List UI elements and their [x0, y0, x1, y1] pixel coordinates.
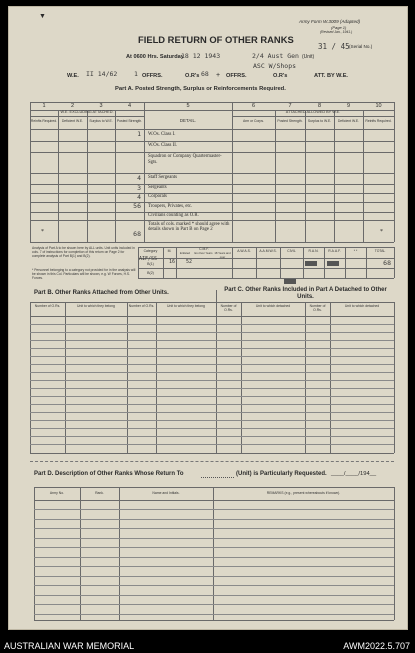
analysis-cmf-value: 52 — [185, 259, 192, 265]
unit-handwritten-2: ASC W/Shops — [253, 62, 297, 70]
part-d-blank-unit — [201, 477, 234, 478]
sub-header-reinfts-att: Reinfts Required. — [365, 119, 392, 123]
analysis-header-cmf: C.M.F. — [199, 247, 209, 251]
at-time-label: At 0600 Hrs. Saturday — [126, 54, 184, 60]
sub-header-surplus-att: Surplus to W.E. — [307, 119, 332, 123]
analysis-header-m: M. — [167, 249, 172, 253]
sub-header-deficient-att: Deficient W.E. — [337, 119, 360, 123]
row-posted-ptes: 56 — [133, 202, 141, 210]
part-d-header-name: Name and Initials. — [152, 491, 180, 495]
part-d-header-rank: Rank. — [95, 491, 104, 495]
col-num-3: 3 — [99, 103, 103, 109]
army-form-label: Army Form W.3009 (Adapted) — [299, 19, 361, 24]
col-num-2: 2 — [70, 103, 75, 109]
part-b-header-unit-1: Unit to which they belong — [77, 304, 115, 308]
redaction-ran — [305, 261, 317, 266]
part-d-header-army-no: Army No. — [49, 491, 65, 495]
ors2-label: O.R's — [273, 73, 288, 79]
part-b-header-unit-2: Unit to which they belong — [167, 304, 205, 308]
analysis-row-b1: B(1) — [147, 262, 154, 266]
sub-header-reinfts: Reinfts Required. — [30, 119, 58, 123]
col-num-6: 6 — [251, 103, 256, 109]
analysis-header-awas: A.W.A.S. — [237, 249, 251, 253]
col-num-7: 7 — [288, 103, 292, 109]
analysis-header-total: TOTAL — [374, 249, 386, 253]
row-posted-ssgt: 4 — [137, 174, 141, 182]
part-c-header-unit-2: Unit to which detached — [344, 304, 380, 308]
analysis-header-category: Category — [143, 249, 158, 253]
part-c-title: Part C. Other Ranks Included in Part A Detached to Other Units. — [224, 287, 387, 301]
plus-sign: + — [216, 72, 221, 79]
we-excl-header: W.E. EXCLUDING ATTACHED. — [60, 110, 114, 114]
revised-date: (Revised Jan., 1941.) — [320, 30, 353, 34]
row-detail-wo1: W.Os. Class I. — [148, 132, 176, 137]
analysis-note: Analysis of Part A to be shown here by ALL units. Unit units included in cols. 7 of instructions for completion of this return on Page 2 for complete analysis of Part B(1) and B(2). — [32, 246, 135, 258]
detail-header: DETAIL. — [179, 118, 197, 123]
part-c-header-num-2: Number of O.Rs. — [309, 304, 326, 312]
page-number: (Page 1) — [331, 25, 347, 30]
part-d-date: ____/____/194__ — [331, 471, 377, 477]
unit-handwritten-1: 2/4 Aust Gen — [252, 52, 299, 60]
part-b-header-num-2: Number of O.Rs. — [128, 304, 155, 308]
analysis-header-other: * * — [353, 249, 358, 253]
analysis-total-value: 68 — [383, 259, 391, 267]
row-detail-ptes: Troopers, Privates, etc. — [148, 204, 193, 209]
we-handwritten: II 14/62 — [86, 70, 118, 78]
col-num-9: 9 — [346, 103, 351, 109]
analysis-header-aamws: A.A.M.W.S. — [259, 249, 277, 253]
we-label: W.E. — [67, 73, 79, 79]
form-title: FIELD RETURN OF OTHER RANKS — [138, 34, 294, 45]
offrs2-label: OFFRS. — [226, 73, 247, 79]
row-posted-totals: 68 — [133, 230, 141, 238]
sub-header-deficient: Deficient W.E. — [61, 119, 84, 123]
analysis-note-2: * Personnel belonging to a category not provided for in the analysis will be shown in this Col. Particulars will be shown, e.g. W Forces, H.S. Forces. — [32, 268, 136, 280]
analysis-header-ran: R.A.N. — [308, 249, 319, 253]
row-detail-totals: Totals of cols. marked * should agree with details shown in Part B on Page 2 — [148, 222, 230, 233]
part-c-header-num-1: Number of O.Rs. — [220, 304, 237, 312]
row-detail-wo2: W.Os. Class II. — [148, 143, 178, 148]
analysis-cmf-sub-3: 18 Years and over — [214, 251, 231, 259]
row-detail-civ: Civilians counting as O.R. — [148, 213, 199, 218]
analysis-category-hand: AIF/SS — [139, 256, 158, 262]
total-marker-left: * — [41, 229, 44, 235]
offrs-handwritten: 1 — [134, 70, 138, 78]
analysis-header-raaf: R.A.A.F. — [328, 249, 341, 253]
redaction-civil — [284, 279, 296, 284]
part-b-header-num-1: Number of O.Rs. — [34, 304, 61, 308]
redaction-raaf — [327, 261, 339, 266]
ors-handwritten: 68 — [201, 70, 209, 78]
att-label: ATT. BY W.E. — [314, 73, 348, 79]
col-num-4: 4 — [127, 103, 132, 109]
unit-label: (Unit) — [302, 54, 315, 60]
col-num-10: 10 — [375, 103, 382, 109]
analysis-header-civil: CIVIL — [287, 249, 296, 253]
dashed-separator — [30, 461, 394, 462]
sub-header-arm: Arm or Corps. — [242, 119, 265, 123]
serial-value: 31 / 45 — [318, 42, 350, 51]
analysis-row-b2: B(2) — [147, 271, 154, 275]
part-c-header-unit-1: Unit to which detached — [255, 304, 291, 308]
sub-header-surplus: Surplus to W.E. — [89, 119, 113, 123]
row-detail-cqms: Squadron or Company Quartermaster-Sgts. — [148, 154, 222, 165]
part-b-title: Part B. Other Ranks Attached from Other Units. — [34, 290, 169, 296]
corner-mark: ▼ — [39, 12, 46, 20]
analysis-cmf-sub-1: Enlisted — [180, 251, 190, 255]
part-d-title-mid: (Unit) is Particularly Requested. — [236, 471, 327, 477]
offrs-label: OFFRS. — [142, 73, 163, 79]
row-posted-cpl: 4 — [137, 193, 141, 201]
row-detail-cpl: Corporals — [148, 194, 167, 199]
part-d-header-remarks: REMARKS (e.g., present whereabouts if known). — [266, 491, 341, 495]
row-detail-ssgt: Staff Sergeants — [148, 175, 177, 180]
row-posted-sgt: 3 — [137, 184, 141, 192]
total-marker-right: * — [380, 229, 383, 235]
sub-header-posted-att: Posted Strength. — [277, 119, 303, 123]
footer-right: AWM2022.5.707 — [343, 641, 410, 651]
serial-label: (Serial No.) — [349, 44, 373, 49]
row-detail-sgt: Sergeants — [148, 185, 167, 190]
col-num-8: 8 — [317, 103, 322, 109]
col-num-1: 1 — [42, 103, 46, 109]
footer-left: AUSTRALIAN WAR MEMORIAL — [4, 641, 135, 651]
part-d-title: Part D. Description of Other Ranks Whose Return To — [34, 471, 184, 477]
form-sheet — [8, 6, 408, 630]
analysis-cmf-sub-2: Ex-Over Years — [194, 251, 213, 255]
date-handwritten: 18 12 1943 — [181, 52, 221, 60]
sub-header-posted: Posted Strength. — [116, 119, 143, 123]
row-posted-wo1: 1 — [137, 130, 141, 138]
ors-label: O.R's — [185, 73, 200, 79]
analysis-m-value: 16 — [168, 259, 175, 265]
col-num-5: 5 — [186, 103, 190, 109]
part-a-title: Part A. Posted Strength, Surplus or Reinforcements Required. — [115, 86, 286, 92]
attached-header: ATTACHED ALLOWED BY W.E. — [285, 110, 341, 114]
